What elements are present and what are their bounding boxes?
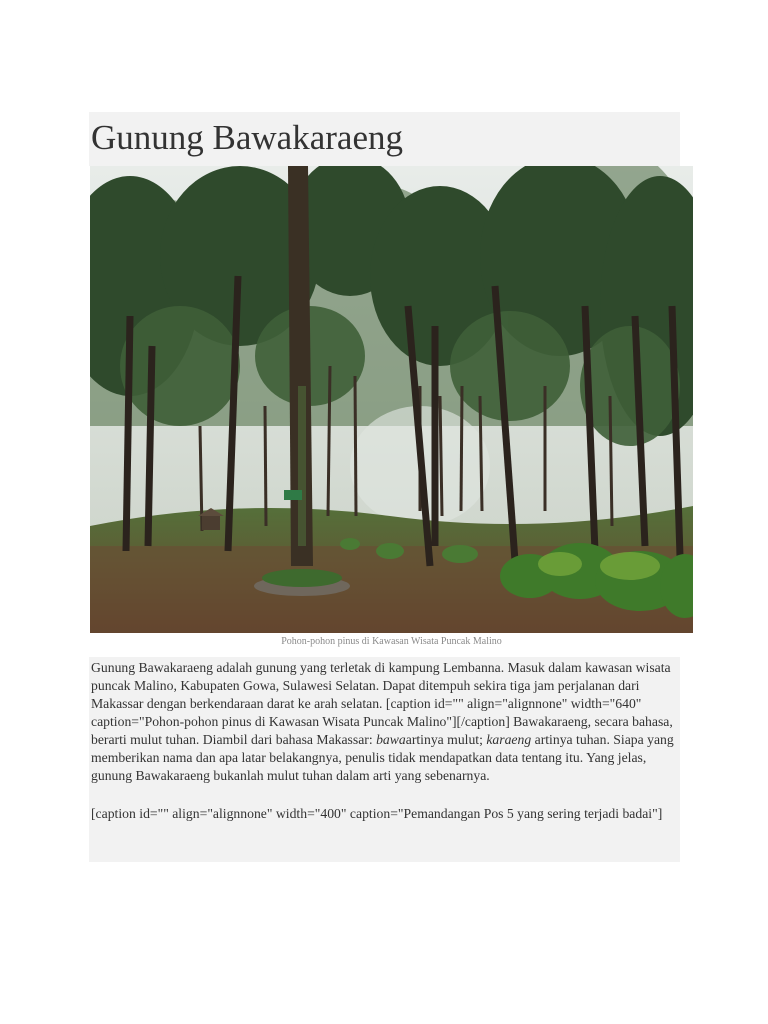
paragraph-2: [caption id="" align="alignnone" width="400" caption="Pemandangan Pos 5 yang sering terjadi badai"] xyxy=(91,806,663,821)
title-box xyxy=(89,112,680,166)
pine-forest-illustration xyxy=(90,166,693,633)
term-karaeng: karaeng xyxy=(486,732,532,747)
pine-forest-photo xyxy=(90,166,693,633)
article-body xyxy=(89,657,680,862)
page-title: Gunung Bawakaraeng xyxy=(91,118,403,157)
term-bawa: bawa xyxy=(376,732,406,747)
paragraph-1-text-a: Gunung Bawakaraeng adalah gunung yang terletak di kampung Lembanna. Masuk dalam kawasan wisata puncak Malino, Kabupaten Gowa, Sulawesi Selatan. Dapat ditempuh sekira tiga jam perjalanan dari Makassar dengan berkendaraan darat ke arah selatan. [caption id="" align="alignnone" width="640" caption="Pohon-pohon pinus di Kawasan Wisata Puncak Malino"][/caption] Bawakaraeng, secara bahasa, berarti mulut tuhan. Diambil dari bahasa Makassar: xyxy=(91,660,673,747)
paragraph-1 xyxy=(89,657,680,785)
paragraph-1-text-c: artinya tuhan. Siapa yang memberikan nama dan apa latar belakangnya, penulis tidak mendapatkan data tentang itu. Yang jelas, gunung Bawakaraeng bukanlah mulut tuhan dalam arti yang sebenarnya. xyxy=(91,732,674,783)
image-caption: Pohon-pohon pinus di Kawasan Wisata Puncak Malino xyxy=(281,636,502,647)
paragraph-1-text-b: artinya mulut; xyxy=(405,732,487,747)
